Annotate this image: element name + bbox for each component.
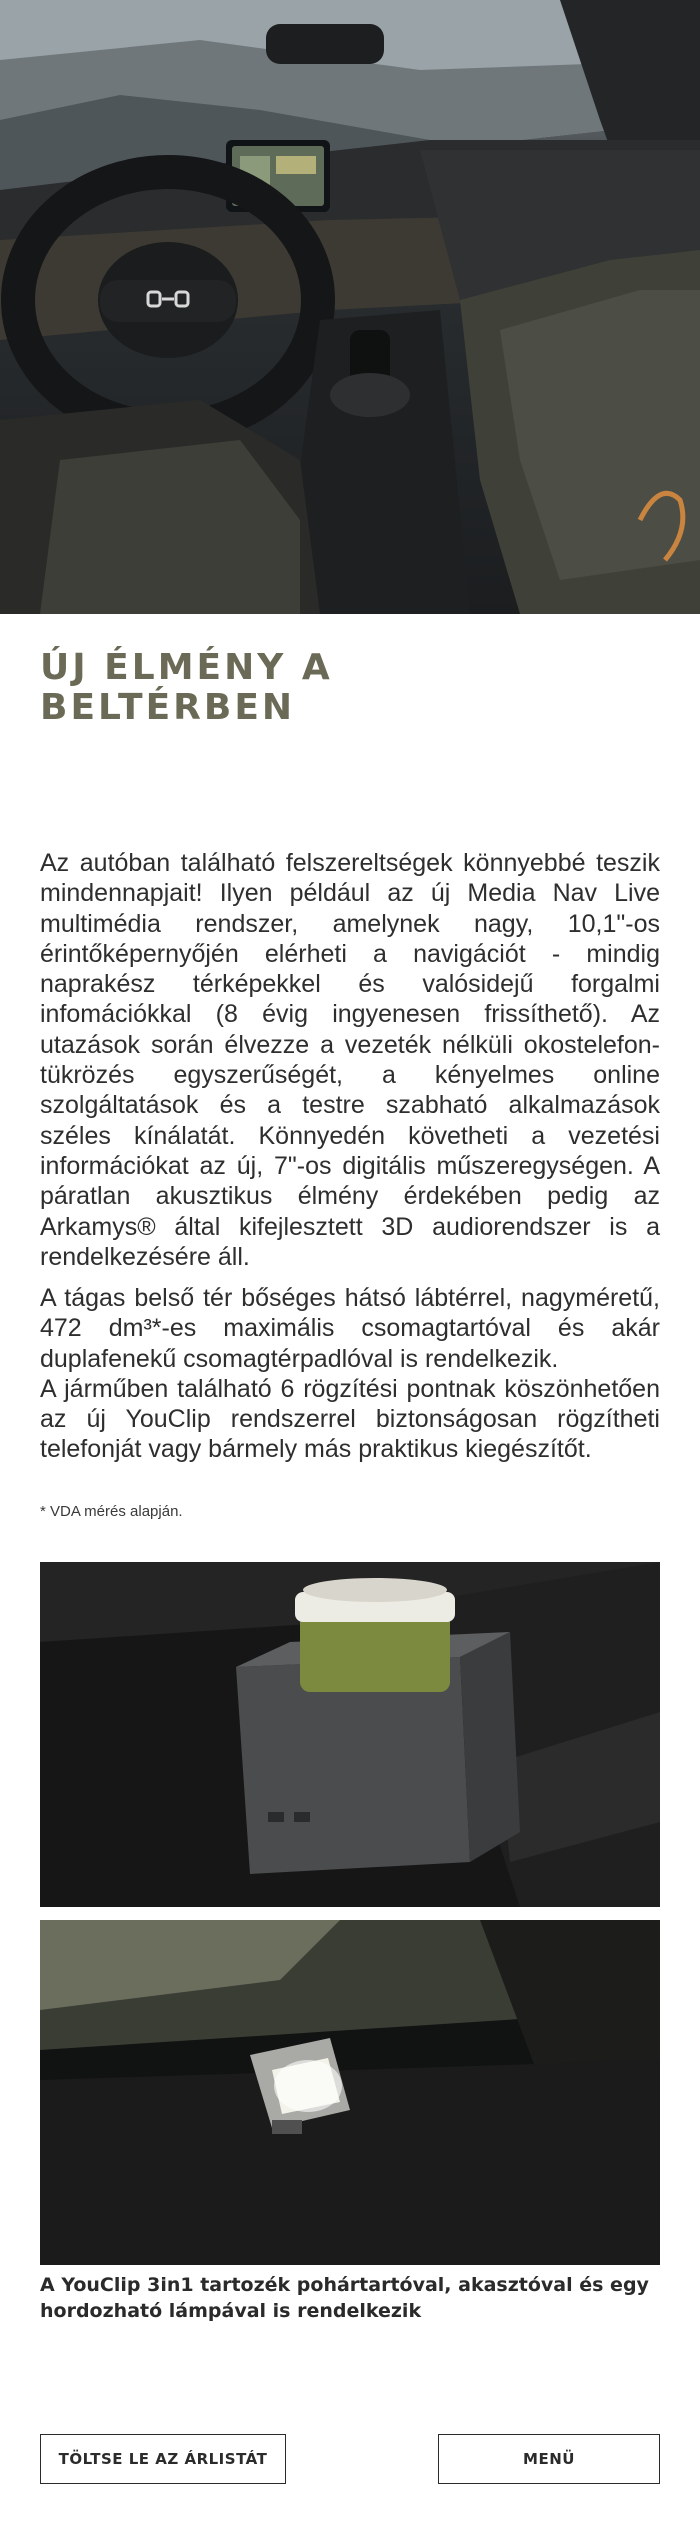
space-paragraph-youclip: A járműben található 6 rögzítési pontnak köszönhetően az új YouClip rendszerrel biztonságosan rögzítheti telefonját vagy bármely más praktikus kiegészítőt. (40, 1374, 660, 1464)
title-line-2: BELTÉRBEN (40, 687, 296, 728)
car-interior-photo (0, 0, 700, 614)
youclip-cupholder-photo (40, 1562, 660, 1907)
intro-paragraph: Az autóban található felszereltségek könnyebbé teszik mindennapjait! Ilyen például az új Media Nav Live multimédia rendszer, amelynek nagy, 10,1"-os érintőképernyőjén elérheti a navigációt - mindig naprakész térképekkel és valósidejű forgalmi infomációkkal (8 évig ingyenesen frissíthető). Az utazások során élvezze a vezeték nélküli okostelefon-tükrözés egyszerűségét, a kényelmes online szolgáltatások és a testre szabható alkalmazások széles kínálatát. Könnyedén követheti a vezetési információkat az új, 7"-os digitális műszeregységen. A páratlan akusztikus élmény érdekében pedig az Arkamys® által kifejlesztett 3D audiorendszer is a rendelkezésére áll. (40, 849, 660, 1271)
download-price-list-button[interactable]: TÖLTSE LE AZ ÁRLISTÁT (40, 2434, 286, 2484)
menu-button[interactable]: MENÜ (438, 2434, 660, 2484)
space-paragraph-trunk: A tágas belső tér bőséges hátsó lábtérrel, nagyméretű, 472 dm³*-es maximális csomagtartóval és akár duplafenekű csomagtérpadlóval is rendelkezik. (40, 1284, 660, 1373)
youclip-lamp-photo (40, 1920, 660, 2265)
title-line-1: ÚJ ÉLMÉNY A (40, 647, 333, 688)
hero-image (0, 0, 700, 614)
footnote: * VDA mérés alapján. (40, 1503, 183, 1520)
photo-caption: A YouClip 3in1 tartozék pohártartóval, akasztóval és egy hordozható lámpával is rendelkezik (40, 2274, 649, 2322)
page-title (40, 648, 660, 728)
space-paragraph (40, 1283, 660, 1465)
